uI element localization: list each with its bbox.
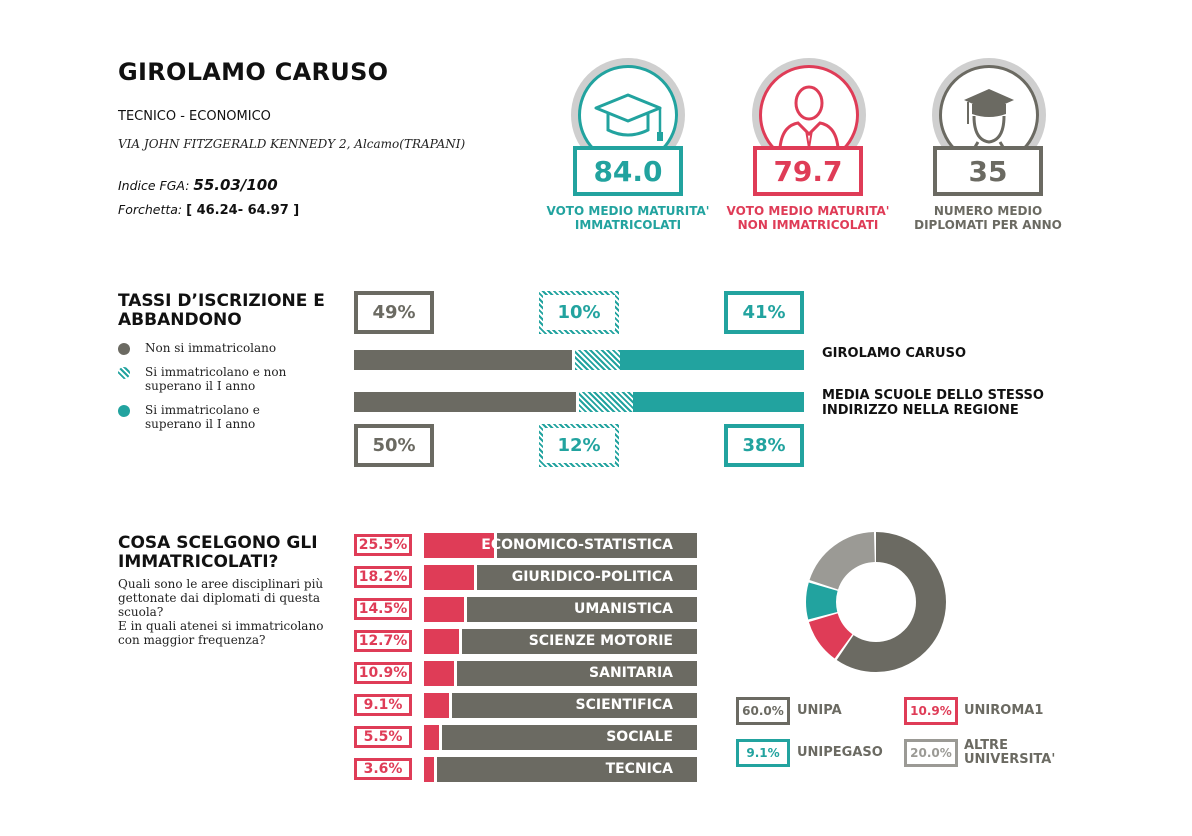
school-name: GIROLAMO CARUSO: [118, 58, 389, 86]
school-type: TECNICO - ECONOMICO: [118, 109, 271, 124]
area-pct: 10.9%: [354, 662, 412, 684]
label-line: UNIVERSITA': [964, 752, 1056, 767]
uni-pct-uniroma1: 10.9%: [904, 697, 958, 725]
range-value: [ 46.24- 64.97 ]: [186, 203, 300, 218]
area-pct: 12.7%: [354, 630, 412, 652]
school-passed-pct: 41%: [724, 291, 804, 334]
desc-line: Quali sono le aree disciplinari più: [118, 577, 324, 591]
bar-segment-dropped: [579, 392, 633, 412]
area-pct: 18.2%: [354, 566, 412, 588]
stat-caption-not-enrolled: [723, 204, 893, 232]
title-line: TASSI D’ISCRIZIONE E: [118, 291, 325, 311]
gray-dot-icon: [118, 343, 130, 355]
area-name: ECONOMICO-STATISTICA: [481, 537, 673, 553]
uni-pct-unipa: 60.0%: [736, 697, 790, 725]
enrollment-title: [118, 292, 325, 330]
area-name: UMANISTICA: [573, 601, 673, 617]
teal-dot-icon: [118, 405, 130, 417]
legend-text: [145, 365, 315, 393]
title-line: COSA SCELGONO GLI: [118, 533, 318, 553]
school-bar-label: GIROLAMO CARUSO: [822, 346, 967, 361]
label-line: ALTRE: [964, 738, 1008, 753]
stat-value-not-enrolled: 79.7: [753, 146, 863, 196]
hatched-dot-icon: [118, 367, 130, 379]
stat-caption-line: DIPLOMATI PER ANNO: [914, 218, 1062, 232]
region-dropped-pct: 12%: [539, 424, 619, 467]
legend-line: superano il I anno: [145, 417, 256, 431]
region-bar-label: [822, 388, 1044, 418]
bar-segment-dropped: [575, 350, 620, 370]
area-name: SCIENTIFICA: [575, 697, 673, 713]
desc-line: scuola?: [118, 605, 164, 619]
university-donut-chart: [806, 532, 946, 672]
legend-line: Si immatricolano e: [145, 403, 260, 417]
stat-caption-line: VOTO MEDIO MATURITA': [726, 204, 890, 218]
fga-index: [118, 176, 278, 194]
area-pct: 5.5%: [354, 726, 412, 748]
fga-value: 55.03/100: [193, 176, 278, 194]
uni-pct-altre: 20.0%: [904, 739, 958, 767]
stat-caption-enrolled: [543, 204, 713, 232]
stat-caption-line: NUMERO MEDIO: [933, 204, 1043, 218]
bar-segment-not-enrolled: [354, 350, 572, 370]
school-dropped-pct: 10%: [539, 291, 619, 334]
stat-value-enrolled: 84.0: [573, 146, 683, 196]
legend-text: [145, 341, 315, 355]
region-not-enrolled-pct: 50%: [354, 424, 434, 467]
title-line: ABBANDONO: [118, 310, 242, 330]
uni-label-altre: [964, 739, 1055, 767]
choices-title: [118, 534, 318, 572]
stat-caption-graduates: [903, 204, 1073, 232]
legend-line: Non si immatricolano: [145, 341, 277, 355]
desc-line: E in quali atenei si immatricolano: [118, 619, 324, 633]
area-name: GIURIDICO-POLITICA: [511, 569, 673, 585]
region-passed-pct: 38%: [724, 424, 804, 467]
area-pct: 25.5%: [354, 534, 412, 556]
label-line: MEDIA SCUOLE DELLO STESSO: [822, 388, 1044, 403]
school-not-enrolled-pct: 49%: [354, 291, 434, 334]
area-pct: 9.1%: [354, 694, 412, 716]
range-label: Forchetta:: [118, 202, 187, 217]
area-name: TECNICA: [605, 761, 673, 777]
area-name: SANITARIA: [589, 665, 673, 681]
bar-segment-passed: [620, 350, 805, 370]
uni-label-uniroma1: UNIROMA1: [964, 703, 1044, 718]
uni-pct-unipegaso: 9.1%: [736, 739, 790, 767]
choices-description: [118, 577, 323, 647]
legend-text: [145, 403, 315, 431]
stat-caption-line: NON IMMATRICOLATI: [737, 218, 879, 232]
fga-label: Indice FGA:: [118, 178, 194, 193]
uni-label-unipa: UNIPA: [797, 703, 842, 718]
desc-line: con maggior frequenza?: [118, 633, 266, 647]
stat-caption-line: VOTO MEDIO MATURITA': [546, 204, 710, 218]
legend-line: superano il I anno: [145, 379, 256, 393]
label-line: INDIRIZZO NELLA REGIONE: [822, 403, 1019, 418]
school-address: VIA JOHN FITZGERALD KENNEDY 2, Alcamo(TRAPANI): [118, 137, 466, 151]
fga-range: [118, 202, 299, 218]
area-name: SCIENZE MOTORIE: [528, 633, 673, 649]
legend-line: Si immatricolano e non: [145, 365, 287, 379]
bar-segment-not-enrolled: [354, 392, 576, 412]
area-name: SOCIALE: [606, 729, 673, 745]
desc-line: gettonate dai diplomati di questa: [118, 591, 321, 605]
stat-caption-line: IMMATRICOLATI: [574, 218, 682, 232]
bar-segment-passed: [633, 392, 804, 412]
stat-value-graduates: 35: [933, 146, 1043, 196]
area-pct: 14.5%: [354, 598, 412, 620]
uni-label-unipegaso: UNIPEGASO: [797, 745, 883, 760]
area-pct: 3.6%: [354, 758, 412, 780]
title-line: IMMATRICOLATI?: [118, 552, 279, 572]
